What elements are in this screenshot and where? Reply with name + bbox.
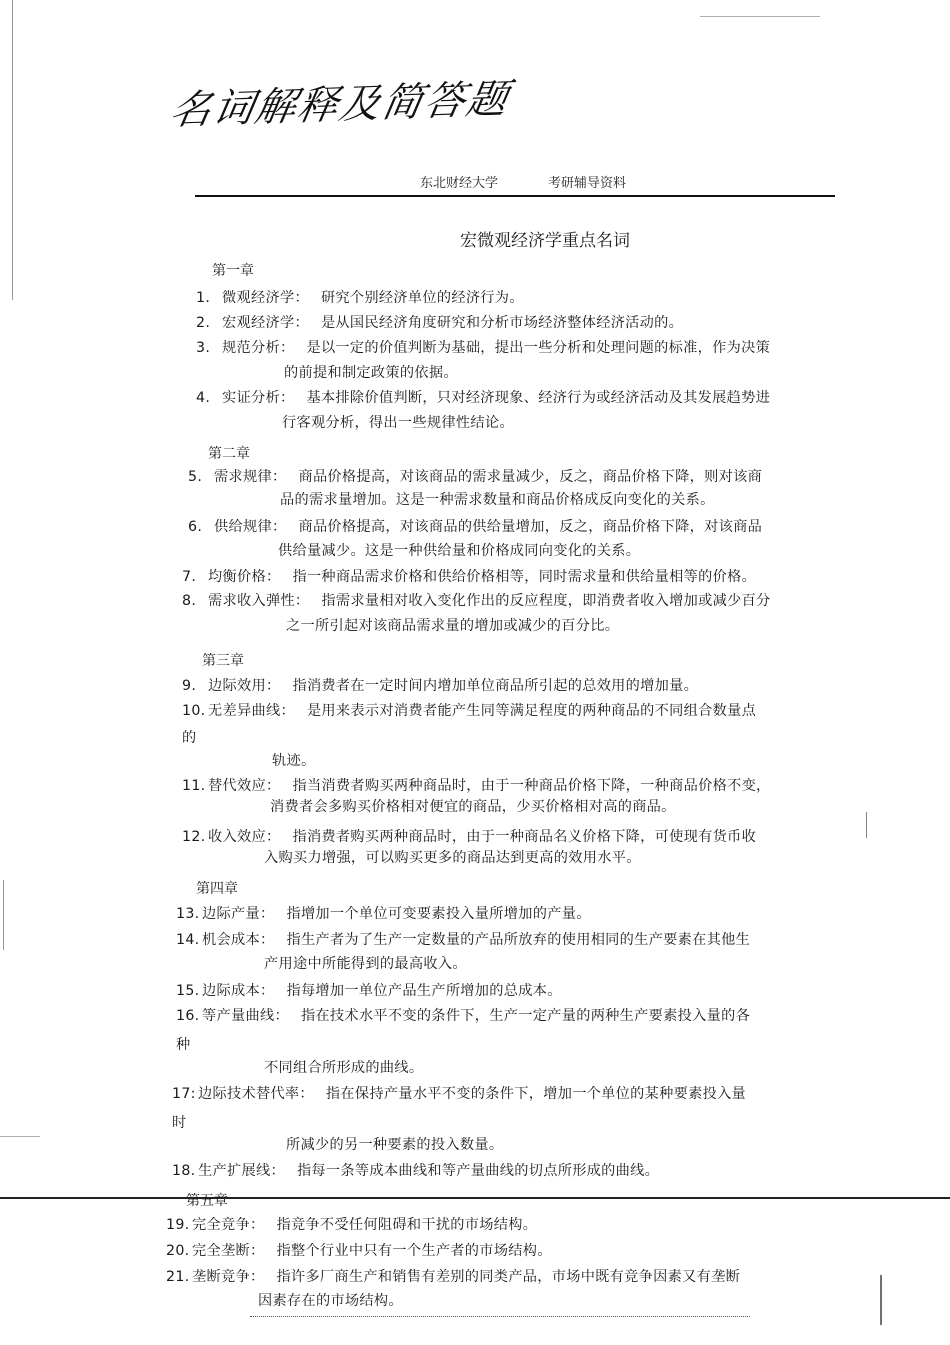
- definition-continuation: 之一所引起对该商品需求量的增加或减少的百分比。: [286, 618, 620, 634]
- scan-edge-mark: [880, 1275, 882, 1325]
- definition-item: 2. 宏观经济学： 是从国民经济角度研究和分析市场经济整体经济活动的。: [196, 315, 684, 331]
- definition-continuation: 轨迹。: [272, 753, 316, 769]
- chapter-5-heading: 第五章: [186, 1193, 228, 1209]
- definition-item: 6. 供给规律： 商品价格提高，对该商品的供给量增加，反之，商品价格下降，对该商品: [188, 519, 763, 535]
- definition-continuation: 入购买力增强，可以购买更多的商品达到更高的效用水平。: [264, 850, 641, 866]
- definition-item: 14. 机会成本： 指生产者为了生产一定数量的产品所放弃的使用相同的生产要素在其他生: [176, 932, 751, 948]
- definition-continuation: 供给量减少。这是一种供给量和价格成同向变化的关系。: [278, 543, 641, 559]
- scan-edge-mark: [866, 812, 867, 838]
- definition-item: 12. 收入效应： 指消费者购买两种商品时，由于一种商品名义价格下降，可使现有货币收: [182, 829, 757, 845]
- definition-item: 16. 等产量曲线： 指在技术水平不变的条件下，生产一定产量的两种生产要素投入量的各: [176, 1008, 751, 1024]
- scan-edge-mark: [700, 16, 820, 17]
- header-school: 东北财经大学: [420, 176, 499, 191]
- definition-item: 15. 边际成本： 指每增加一单位产品生产所增加的总成本。: [176, 983, 562, 999]
- definition-continuation: 品的需求量增加。这是一种需求数量和商品价格成反向变化的关系。: [280, 492, 715, 508]
- chapter-2-heading: 第二章: [208, 446, 250, 462]
- definition-item: 5. 需求规律： 商品价格提高，对该商品的需求量减少，反之，商品价格下降，则对该商: [188, 469, 763, 485]
- definition-item: 3. 规范分析： 是以一定的价值判断为基础，提出一些分析和处理问题的标准，作为决策: [196, 340, 771, 356]
- definition-item: 19. 完全竞争： 指竞争不受任何阻碍和干扰的市场结构。: [166, 1217, 538, 1233]
- definition-continuation: 的前提和制定政策的依据。: [284, 365, 458, 381]
- definition-continuation: 因素存在的市场结构。: [258, 1293, 403, 1309]
- definition-item: 20. 完全垄断： 指整个行业中只有一个生产者的市场结构。: [166, 1243, 552, 1259]
- definition-wrap: 时: [172, 1115, 187, 1131]
- definition-item: 10. 无差异曲线： 是用来表示对消费者能产生同等满足程度的两种商品的不同组合数量点: [182, 703, 757, 719]
- scan-edge-mark: [3, 880, 4, 950]
- definition-continuation: 不同组合所形成的曲线。: [264, 1060, 424, 1076]
- header-material: 考研辅导资料: [548, 176, 627, 191]
- handwritten-title: 名词解释及简答题: [166, 76, 514, 134]
- definition-continuation: 消费者会多购买价格相对便宜的商品，少买价格相对高的商品。: [270, 799, 676, 815]
- header-rule: [195, 195, 835, 197]
- definition-item: 13. 边际产量： 指增加一个单位可变要素投入量所增加的产量。: [176, 906, 591, 922]
- scan-edge-mark: [0, 1136, 40, 1137]
- definition-item: 7. 均衡价格： 指一种商品需求价格和供给价格相等，同时需求量和供给量相等的价格。: [182, 569, 757, 585]
- definition-item: 9. 边际效用： 指消费者在一定时间内增加单位商品所引起的总效用的增加量。: [182, 678, 699, 694]
- definition-item: 11. 替代效应： 指当消费者购买两种商品时，由于一种商品价格下降，一种商品价格不变，: [182, 778, 771, 794]
- definition-item: 21. 垄断竞争： 指许多厂商生产和销售有差别的同类产品，市场中既有竞争因素又有垄断: [166, 1269, 741, 1285]
- definition-wrap: 的: [182, 730, 197, 746]
- definition-item: 18. 生产扩展线： 指每一条等成本曲线和等产量曲线的切点所形成的曲线。: [172, 1163, 660, 1179]
- definition-item: 17: 边际技术替代率： 指在保持产量水平不变的条件下，增加一个单位的某种要素投入量: [172, 1086, 747, 1102]
- cut-off-line: [250, 1312, 750, 1322]
- page-rule: [0, 1197, 950, 1199]
- definition-item: 8. 需求收入弹性： 指需求量相对收入变化作出的反应程度，即消费者收入增加或减少百分: [182, 593, 771, 609]
- definition-wrap: 种: [176, 1037, 191, 1053]
- definition-item: 1. 微观经济学： 研究个别经济单位的经济行为。: [196, 290, 524, 306]
- document-title: 宏微观经济学重点名词: [460, 231, 630, 251]
- scan-edge-mark: [12, 0, 13, 300]
- chapter-3-heading: 第三章: [202, 653, 244, 669]
- definition-continuation: 产用途中所能得到的最高收入。: [264, 956, 467, 972]
- definition-continuation: 行客观分析，得出一些规律性结论。: [282, 415, 514, 431]
- chapter-4-heading: 第四章: [196, 881, 238, 897]
- definition-item: 4. 实证分析： 基本排除价值判断，只对经济现象、经济行为或经济活动及其发展趋势进: [196, 390, 771, 406]
- definition-continuation: 所减少的另一种要素的投入数量。: [286, 1137, 504, 1153]
- chapter-1-heading: 第一章: [212, 263, 254, 279]
